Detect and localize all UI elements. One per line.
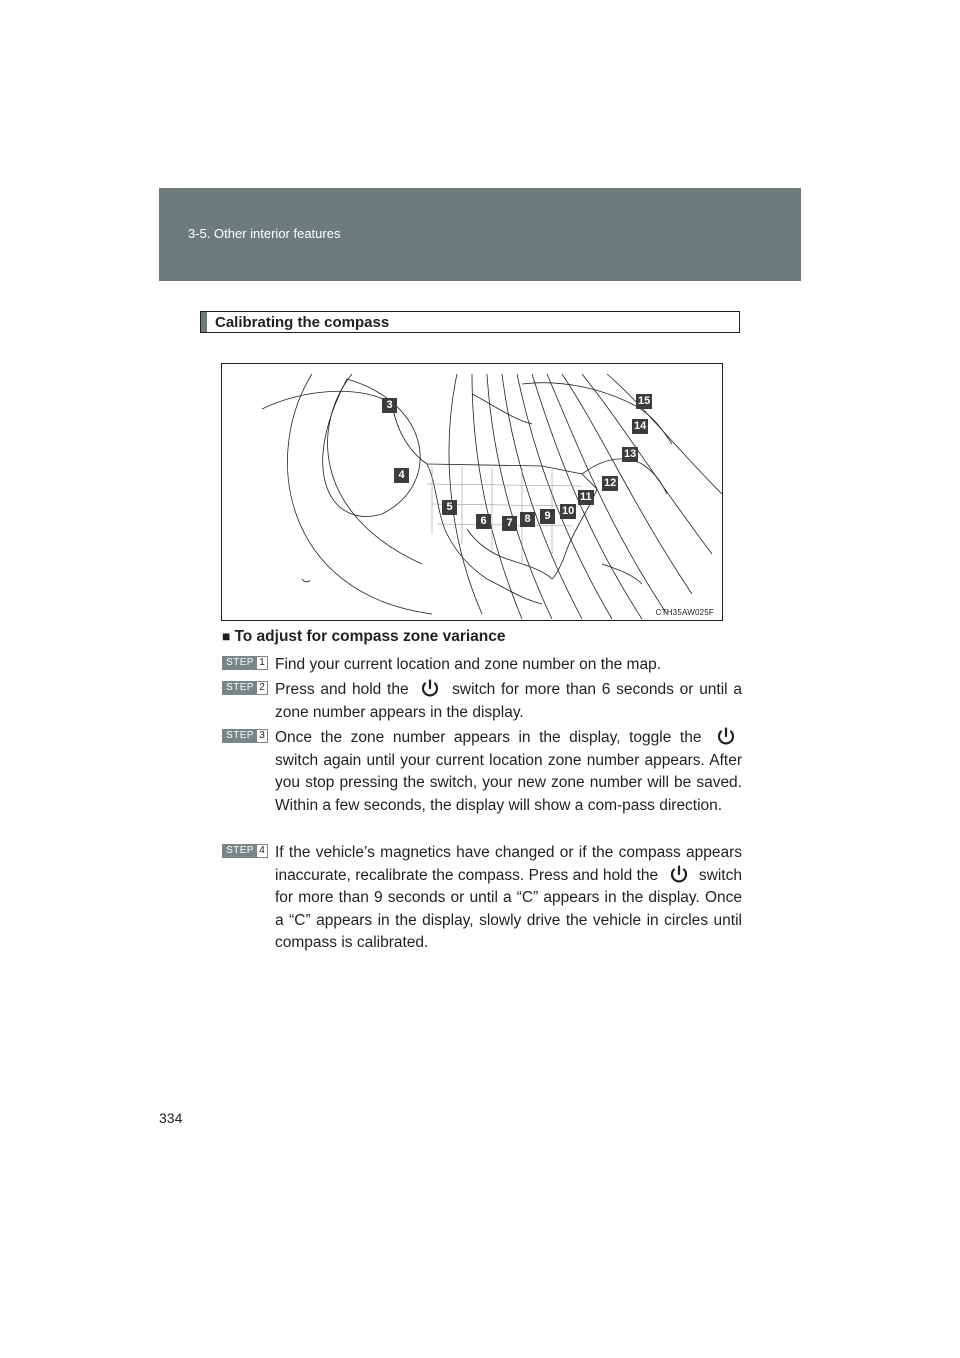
- zone-tag-13: 13: [624, 448, 637, 460]
- step-1-text: Find your current location and zone number on the map.: [275, 656, 662, 673]
- heading-text: Calibrating the compass: [215, 314, 390, 331]
- zone-tag-12: 12: [604, 477, 617, 489]
- step-2: [222, 679, 742, 724]
- zone-tag-3: 3: [382, 398, 397, 413]
- power-switch-icon: [668, 865, 690, 883]
- zone-tag-8: 8: [520, 512, 535, 527]
- square-bullet-icon: ■: [222, 628, 231, 644]
- page-number: 334: [159, 1110, 183, 1126]
- step-3-badge: STEP 3: [222, 729, 268, 743]
- zone-tag-5: 5: [442, 500, 457, 515]
- step-2-text: Press and hold the switch for more than 6 seconds or until a zone number appears in the display.: [275, 681, 743, 721]
- zone-tag-14: 14: [634, 420, 647, 432]
- step-4: [222, 842, 742, 955]
- power-switch-icon: [419, 679, 441, 697]
- zone-tag-10: 10: [562, 505, 575, 517]
- section-heading: [200, 311, 740, 333]
- header-band: [159, 188, 801, 281]
- zone-tag-15: 15: [638, 395, 651, 407]
- compass-zone-map: [221, 363, 723, 621]
- step-3: [222, 727, 742, 817]
- step-3-text: Once the zone number appears in the display, toggle the switch again until your current location zone number appears. After you stop pressing the switch, your new zone number will be saved. Within a few seconds, the display will show a com-pass direction.: [275, 729, 742, 814]
- subsection-heading: [222, 628, 506, 646]
- step-4-badge: STEP 4: [222, 844, 268, 858]
- zone-tag-7: 7: [502, 516, 517, 531]
- zone-tag-11: 11: [580, 491, 592, 503]
- zone-tag-4: 4: [394, 468, 409, 483]
- subsection-heading-text: To adjust for compass zone variance: [234, 628, 506, 645]
- step-2-badge: STEP 2: [222, 681, 268, 695]
- power-switch-icon: [715, 727, 737, 745]
- zone-tag-6: 6: [476, 514, 491, 529]
- step-1: [222, 654, 742, 677]
- step-1-badge: STEP 1: [222, 656, 268, 670]
- step-4-text: If the vehicle’s magnetics have changed or if the compass appears inaccurate, recalibrate the compass. Press and hold the switch for more than 9 seconds or until a “C” appears in the display. Once a “C” appears in the display, slowly drive the vehicle in circles until compass is calibrated.: [275, 844, 742, 951]
- section-label: 3-5. Other interior features: [188, 226, 341, 241]
- figure-code: CTH35AW025F: [655, 608, 714, 617]
- heading-accent-bar: [201, 312, 207, 332]
- zone-tag-9: 9: [540, 509, 555, 524]
